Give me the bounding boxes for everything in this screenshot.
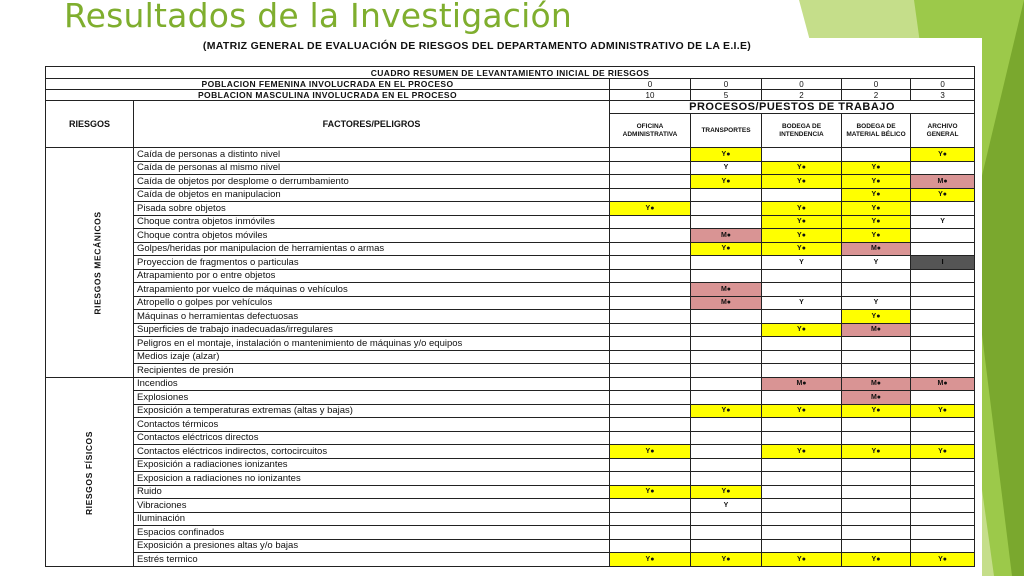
risk-level-cell <box>691 310 762 324</box>
risk-level-cell <box>842 350 911 364</box>
risk-level-cell <box>911 350 975 364</box>
risk-level-cell <box>911 229 975 243</box>
risk-level-cell <box>691 364 762 378</box>
risk-category-label: RIESGOS MECÁNICOS <box>92 211 103 315</box>
risk-factor: Caída de objetos por desplome o derrumbamiento <box>134 175 610 189</box>
risk-row <box>46 485 975 499</box>
risk-level-cell <box>691 188 762 202</box>
risk-level-cell: Y● <box>842 215 911 229</box>
risk-row <box>46 404 975 418</box>
risk-row <box>46 337 975 351</box>
risk-row <box>46 269 975 283</box>
risk-level-cell <box>691 256 762 270</box>
risk-level-cell <box>911 242 975 256</box>
risk-row <box>46 445 975 459</box>
risk-matrix-table <box>45 66 975 567</box>
risk-level-cell: M● <box>762 377 842 391</box>
risk-level-cell <box>610 148 691 162</box>
risk-row <box>46 161 975 175</box>
population-row <box>46 90 975 101</box>
risk-level-cell: Y <box>691 161 762 175</box>
risk-level-cell <box>911 499 975 513</box>
risk-level-cell <box>610 283 691 297</box>
risk-level-cell: Y <box>842 256 911 270</box>
risk-level-cell <box>842 283 911 297</box>
population-value: 0 <box>842 79 911 90</box>
risk-level-cell <box>691 526 762 540</box>
risk-row <box>46 188 975 202</box>
risk-factor: Exposición a radiaciones ionizantes <box>134 458 610 472</box>
risk-factor: Caída de personas a distinto nivel <box>134 148 610 162</box>
factores-header: FACTORES/PELIGROS <box>134 101 610 148</box>
population-value: 0 <box>762 79 842 90</box>
risk-level-cell <box>610 269 691 283</box>
risk-level-cell <box>610 364 691 378</box>
risk-level-cell <box>842 472 911 486</box>
risk-level-cell: M● <box>691 296 762 310</box>
risk-factor: Recipientes de presión <box>134 364 610 378</box>
risk-level-cell: Y● <box>762 161 842 175</box>
risk-row <box>46 418 975 432</box>
risk-level-cell <box>691 445 762 459</box>
risk-factor: Incendios <box>134 377 610 391</box>
risk-level-cell: Y <box>911 215 975 229</box>
risk-factor: Caída de objetos en manipulacion <box>134 188 610 202</box>
risk-row <box>46 296 975 310</box>
risk-level-cell: M● <box>842 391 911 405</box>
risk-category-cell <box>46 377 134 566</box>
risk-level-cell <box>762 364 842 378</box>
risk-level-cell <box>610 431 691 445</box>
risk-level-cell: Y● <box>691 148 762 162</box>
procesos-header: PROCESOS/PUESTOS DE TRABAJO <box>610 101 975 114</box>
risk-level-cell <box>911 202 975 216</box>
risk-level-cell <box>610 350 691 364</box>
risk-level-cell <box>762 310 842 324</box>
risk-level-cell <box>842 431 911 445</box>
risk-row <box>46 215 975 229</box>
risk-level-cell <box>842 458 911 472</box>
risk-factor: Contactos térmicos <box>134 418 610 432</box>
risk-factor: Medios izaje (alzar) <box>134 350 610 364</box>
risk-level-cell: Y● <box>842 188 911 202</box>
risk-factor: Golpes/heridas por manipulacion de herramientas o armas <box>134 242 610 256</box>
risk-factor: Máquinas o herramientas defectuosas <box>134 310 610 324</box>
risk-row <box>46 364 975 378</box>
population-value: 0 <box>911 79 975 90</box>
risk-row <box>46 539 975 553</box>
risk-level-cell: Y● <box>610 485 691 499</box>
risk-factor: Contactos eléctricos indirectos, cortocircuitos <box>134 445 610 459</box>
risk-level-cell <box>691 418 762 432</box>
risk-level-cell <box>691 391 762 405</box>
risk-level-cell: Y● <box>911 445 975 459</box>
risk-factor: Atropello o golpes por vehículos <box>134 296 610 310</box>
risk-level-cell: Y● <box>842 404 911 418</box>
population-value: 3 <box>911 90 975 101</box>
risk-level-cell: Y● <box>842 553 911 567</box>
risk-level-cell <box>610 242 691 256</box>
risk-level-cell: M● <box>842 323 911 337</box>
population-value: 0 <box>691 79 762 90</box>
summary-title-row <box>46 67 975 79</box>
risk-level-cell <box>842 364 911 378</box>
slide-title: Resultados de la Investigación <box>64 0 572 35</box>
risk-factor: Iluminación <box>134 512 610 526</box>
risk-row <box>46 431 975 445</box>
riesgos-header: RIESGOS <box>46 101 134 148</box>
risk-level-cell: Y● <box>911 188 975 202</box>
risk-factor: Pisada sobre objetos <box>134 202 610 216</box>
risk-factor: Superficies de trabajo inadecuadas/irregulares <box>134 323 610 337</box>
risk-row <box>46 202 975 216</box>
risk-level-cell <box>610 229 691 243</box>
risk-factor: Peligros en el montaje, instalación o mantenimiento de máquinas y/o equipos <box>134 337 610 351</box>
risk-level-cell <box>691 472 762 486</box>
risk-level-cell: Y● <box>842 445 911 459</box>
risk-factor: Proyeccion de fragmentos o particulas <box>134 256 610 270</box>
risk-row <box>46 512 975 526</box>
risk-level-cell <box>610 499 691 513</box>
risk-level-cell <box>610 256 691 270</box>
risk-factor: Contactos eléctricos directos <box>134 431 610 445</box>
risk-level-cell: Y● <box>762 445 842 459</box>
risk-row <box>46 377 975 391</box>
risk-level-cell <box>691 215 762 229</box>
risk-level-cell <box>610 296 691 310</box>
risk-factor: Exposición a temperaturas extremas (altas y bajas) <box>134 404 610 418</box>
risk-level-cell <box>842 526 911 540</box>
risk-level-cell <box>610 418 691 432</box>
risk-level-cell <box>762 458 842 472</box>
risk-level-cell <box>610 526 691 540</box>
risk-level-cell <box>842 512 911 526</box>
risk-level-cell <box>762 539 842 553</box>
risk-row <box>46 499 975 513</box>
risk-level-cell: Y● <box>762 175 842 189</box>
risk-level-cell <box>691 323 762 337</box>
risk-level-cell: M● <box>911 377 975 391</box>
risk-row <box>46 283 975 297</box>
risk-level-cell: M● <box>911 175 975 189</box>
risk-level-cell: M● <box>842 242 911 256</box>
risk-category-cell <box>46 148 134 378</box>
risk-level-cell: Y● <box>610 445 691 459</box>
risk-level-cell <box>911 364 975 378</box>
risk-level-cell <box>911 485 975 499</box>
risk-level-cell <box>762 431 842 445</box>
risk-factor: Espacios confinados <box>134 526 610 540</box>
risk-level-cell <box>762 337 842 351</box>
risk-factor: Ruido <box>134 485 610 499</box>
risk-row <box>46 310 975 324</box>
risk-level-cell <box>691 458 762 472</box>
risk-level-cell <box>842 418 911 432</box>
risk-level-cell: I <box>911 256 975 270</box>
header-row <box>46 101 975 114</box>
risk-level-cell <box>610 337 691 351</box>
risk-level-cell <box>691 202 762 216</box>
risk-level-cell <box>610 472 691 486</box>
risk-level-cell <box>610 323 691 337</box>
risk-level-cell: Y● <box>762 215 842 229</box>
risk-level-cell <box>911 323 975 337</box>
risk-level-cell: Y● <box>762 229 842 243</box>
risk-level-cell: Y● <box>842 161 911 175</box>
risk-level-cell <box>911 296 975 310</box>
risk-level-cell: Y● <box>691 404 762 418</box>
risk-level-cell <box>691 539 762 553</box>
risk-factor: Vibraciones <box>134 499 610 513</box>
risk-level-cell <box>691 350 762 364</box>
risk-factor: Exposición a presiones altas y/o bajas <box>134 539 610 553</box>
risk-level-cell <box>762 350 842 364</box>
risk-level-cell <box>911 431 975 445</box>
risk-level-cell <box>911 283 975 297</box>
population-value: 2 <box>762 90 842 101</box>
risk-level-cell <box>762 418 842 432</box>
risk-row <box>46 526 975 540</box>
risk-factor: Atrapamiento por o entre objetos <box>134 269 610 283</box>
risk-level-cell <box>911 472 975 486</box>
risk-level-cell <box>610 310 691 324</box>
risk-factor: Exposicion a radiaciones no ionizantes <box>134 472 610 486</box>
risk-level-cell <box>762 526 842 540</box>
risk-level-cell: Y● <box>610 553 691 567</box>
risk-level-cell <box>762 499 842 513</box>
risk-row <box>46 229 975 243</box>
risk-level-cell <box>911 269 975 283</box>
risk-level-cell <box>762 283 842 297</box>
summary-title: CUADRO RESUMEN DE LEVANTAMIENTO INICIAL DE RIESGOS <box>46 67 975 79</box>
risk-level-cell: Y <box>842 296 911 310</box>
risk-row <box>46 350 975 364</box>
risk-level-cell <box>691 431 762 445</box>
population-label: POBLACION MASCULINA INVOLUCRADA EN EL PROCESO <box>46 90 610 101</box>
risk-level-cell <box>911 310 975 324</box>
risk-row <box>46 391 975 405</box>
risk-level-cell <box>911 161 975 175</box>
risk-level-cell <box>691 512 762 526</box>
risk-level-cell: Y● <box>691 485 762 499</box>
population-value: 0 <box>610 79 691 90</box>
risk-level-cell: Y● <box>610 202 691 216</box>
risk-level-cell <box>610 161 691 175</box>
risk-level-cell: Y● <box>762 242 842 256</box>
risk-level-cell: Y● <box>762 323 842 337</box>
process-column-header: ARCHIVO GENERAL <box>911 114 975 148</box>
risk-level-cell <box>610 377 691 391</box>
risk-row <box>46 175 975 189</box>
risk-level-cell <box>691 269 762 283</box>
risk-level-cell: Y● <box>691 553 762 567</box>
risk-row <box>46 148 975 162</box>
risk-level-cell: Y <box>762 296 842 310</box>
process-column-header: TRANSPORTES <box>691 114 762 148</box>
risk-level-cell: M● <box>691 283 762 297</box>
risk-factor: Explosiones <box>134 391 610 405</box>
risk-level-cell: Y● <box>911 404 975 418</box>
risk-level-cell: Y <box>691 499 762 513</box>
population-value: 5 <box>691 90 762 101</box>
matrix-title: (MATRIZ GENERAL DE EVALUACIÓN DE RIESGOS DEL DEPARTAMENTO ADMINISTRATIVO DE LA E.I.E) <box>202 40 752 52</box>
risk-level-cell <box>911 337 975 351</box>
risk-level-cell <box>911 418 975 432</box>
risk-level-cell <box>842 148 911 162</box>
risk-row <box>46 256 975 270</box>
risk-level-cell <box>610 215 691 229</box>
risk-level-cell <box>842 499 911 513</box>
risk-level-cell <box>762 485 842 499</box>
process-column-header: BODEGA DE MATERIAL BÉLICO <box>842 114 911 148</box>
risk-level-cell <box>762 512 842 526</box>
risk-level-cell: Y● <box>842 175 911 189</box>
risk-level-cell: Y● <box>842 229 911 243</box>
risk-level-cell <box>610 175 691 189</box>
risk-row <box>46 323 975 337</box>
population-row <box>46 79 975 90</box>
population-label: POBLACION FEMENINA INVOLUCRADA EN EL PROCESO <box>46 79 610 90</box>
risk-factor: Estrés termico <box>134 553 610 567</box>
risk-factor: Choque contra objetos móviles <box>134 229 610 243</box>
risk-level-cell: Y● <box>842 310 911 324</box>
risk-level-cell: Y● <box>691 175 762 189</box>
population-value: 2 <box>842 90 911 101</box>
risk-level-cell <box>691 337 762 351</box>
risk-level-cell <box>610 391 691 405</box>
risk-level-cell <box>911 458 975 472</box>
risk-level-cell <box>610 539 691 553</box>
risk-level-cell <box>762 269 842 283</box>
risk-level-cell: Y● <box>911 148 975 162</box>
risk-level-cell <box>610 512 691 526</box>
risk-row <box>46 242 975 256</box>
risk-row <box>46 553 975 567</box>
risk-row <box>46 458 975 472</box>
risk-level-cell: Y● <box>762 202 842 216</box>
risk-level-cell: Y <box>762 256 842 270</box>
risk-level-cell <box>911 539 975 553</box>
risk-level-cell <box>762 148 842 162</box>
risk-level-cell <box>911 526 975 540</box>
risk-level-cell <box>842 337 911 351</box>
risk-level-cell <box>610 404 691 418</box>
risk-level-cell: Y● <box>842 202 911 216</box>
risk-level-cell <box>762 188 842 202</box>
risk-level-cell <box>762 472 842 486</box>
risk-level-cell <box>842 539 911 553</box>
risk-row <box>46 472 975 486</box>
risk-level-cell <box>911 391 975 405</box>
risk-level-cell: Y● <box>762 404 842 418</box>
risk-factor: Caída de personas al mismo nivel <box>134 161 610 175</box>
risk-level-cell: M● <box>691 229 762 243</box>
risk-level-cell <box>610 458 691 472</box>
risk-factor: Choque contra objetos inmóviles <box>134 215 610 229</box>
population-value: 10 <box>610 90 691 101</box>
process-column-header: BODEGA DE INTENDENCIA <box>762 114 842 148</box>
risk-level-cell <box>842 269 911 283</box>
risk-level-cell: Y● <box>691 242 762 256</box>
risk-level-cell <box>691 377 762 391</box>
risk-level-cell <box>911 512 975 526</box>
risk-level-cell: M● <box>842 377 911 391</box>
risk-level-cell: Y● <box>762 553 842 567</box>
risk-category-label: RIESGOS FÍSICOS <box>84 430 95 515</box>
risk-level-cell <box>762 391 842 405</box>
risk-level-cell: Y● <box>911 553 975 567</box>
risk-level-cell <box>842 485 911 499</box>
process-column-header: OFICINA ADMINISTRATIVA <box>610 114 691 148</box>
risk-factor: Atrapamiento por vuelco de máquinas o vehículos <box>134 283 610 297</box>
risk-level-cell <box>610 188 691 202</box>
